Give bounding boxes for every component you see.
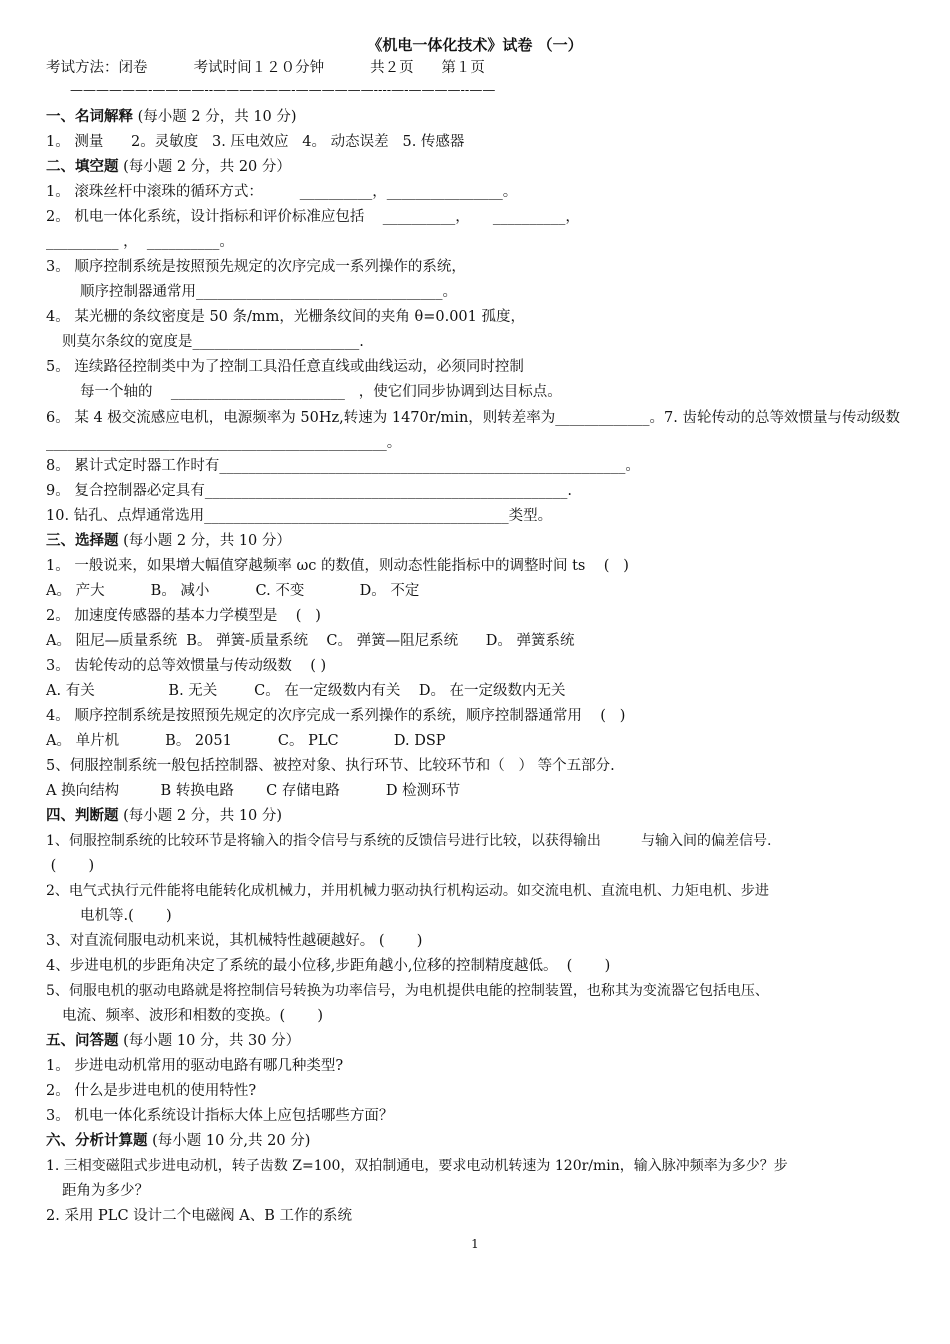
s2-q3-line2: 顺序控制器通常用__________________________________。: [80, 284, 457, 300]
s3-q1: 1。 一般说来，如果增大幅值穿越频率 ωc 的数值，则动态性能指标中的调整时间 ts ( ): [46, 558, 629, 574]
s4-q5-line2: 电流、频率、波形和相数的变换。( ): [62, 1008, 324, 1024]
s6-q1-line1: 1. 三相变磁阻式步进电动机，转子齿数 Z=100，双拍制通电，要求电动机转速为 120r/min，输入脉冲频率为多少？步: [46, 1158, 788, 1174]
s3-q5: 5、伺服控制系统一般包括控制器、被控对象、执行环节、比较环节和（ ） 等个五部分.: [46, 758, 615, 774]
section-note: (每小题 10 分，共 30 分）: [118, 1033, 301, 1049]
s3-q5-options: A 换向结构 B 转换电路 C 存储电路 D 检测环节: [46, 783, 461, 799]
section-title: 六、分析计算题: [46, 1132, 148, 1149]
section-4-heading: [46, 806, 914, 826]
section-title: 二、填空题: [46, 158, 119, 175]
s2-q2-line1: 2。 机电一体化系统，设计指标和评价标准应包括 __________， __________，: [46, 209, 580, 225]
s2-q10: 10. 钻孔、点焊通常选用__________________________________________类型。: [46, 508, 553, 524]
s3-q4: 4。 顺序控制系统是按照预先规定的次序完成一系列操作的系统，顺序控制器通常用 ( ): [46, 708, 626, 724]
s3-q1-options: A。 产大 B。 减小 C. 不变 D。 不定: [46, 583, 420, 599]
s4-q5-line1: 5、伺服电机的驱动电路就是将控制信号转换为功率信号，为电机提供电能的控制装置，也称其为变流器它包括电压、: [46, 983, 769, 999]
section-note: (每小题 2 分，共 10 分): [118, 808, 283, 824]
s1-items: 1。 测量 2。灵敏度 3. 压电效应 4。 动态误差 5. 传感器: [46, 134, 465, 150]
s6-q1-line2: 距角为多少？: [62, 1183, 149, 1199]
s4-q2-line2: 电机等.( ): [80, 908, 172, 924]
s4-q1-line1: 1、伺服控制系统的比较环节是将输入的指令信号与系统的反馈信号进行比较，以获得输出 与输入间的偏差信号.: [46, 833, 772, 849]
s3-q4-options: A。 单片机 B。 2051 C。 PLC D. DSP: [46, 733, 446, 749]
s2-q4-line1: 4。 某光栅的条纹密度是 50 条/mm，光栅条纹间的夹角 θ=0.001 孤度，: [46, 309, 525, 325]
s2-q6-q7: 6。 某 4 极交流感应电机，电源频率为 50Hz,转速为 1470r/min，则转差率为_____________。7. 齿轮传动的总等效惯量与传动级数_______________________________________________。: [46, 410, 900, 451]
s3-q2-options: A。 阻尼—质量系统 B。 弹簧-质量系统 C。 弹簧—阻尼系统 D。 弹簧系统: [46, 633, 575, 649]
s6-q2: 2. 采用 PLC 设计二个电磁阀 A、B 工作的系统: [46, 1208, 352, 1224]
section-title: 一、名词解释: [46, 108, 133, 125]
section-5-heading: [46, 1031, 914, 1051]
exam-info-line: 考试方法：闭卷 考试时间１２０分钟 共２页 第１页: [46, 60, 485, 76]
s2-q3-line1: 3。 顺序控制系统是按照预先规定的次序完成一系列操作的系统，: [46, 259, 466, 275]
s2-q5-line2: 每一个轴的 ________________________ ，使它们同步协调到达目标点。: [80, 384, 562, 400]
section-1-heading: [46, 107, 914, 127]
s3-q3: 3。 齿轮传动的总等效惯量与传动级数 ( ): [46, 658, 327, 674]
section-note: (每小题 2 分，共 10 分）: [118, 533, 291, 549]
s2-q1: 1。 滚珠丝杆中滚珠的循环方式： __________，________________。: [46, 184, 518, 200]
section-title: 三、选择题: [46, 532, 119, 549]
section-note: (每小题 2 分，共 10 分): [133, 109, 297, 125]
s5-q2: 2。 什么是步进电机的使用特性?: [46, 1083, 257, 1099]
s3-q2: 2。 加速度传感器的基本力学模型是 ( ): [46, 608, 321, 624]
header-divider: ——————-————--——————-——————----—-————--——: [70, 83, 496, 98]
section-note: (每小题 2 分，共 20 分）: [118, 159, 291, 175]
page-number: 1: [471, 1237, 479, 1251]
s5-q3: 3。 机电一体化系统设计指标大体上应包括哪些方面？: [46, 1108, 394, 1124]
section-note: (每小题 10 分,共 20 分): [147, 1133, 311, 1149]
s4-q1-line2: ( ): [46, 858, 95, 874]
section-3-heading: [46, 531, 914, 551]
exam-title: 《机电一体化技术》试卷 （一）: [367, 36, 583, 54]
section-title: 四、判断题: [46, 807, 119, 824]
section-2-heading: [46, 157, 914, 177]
s2-q8: 8。 累计式定时器工作时有________________________________________________________。: [46, 458, 640, 474]
s2-q4-line2: 则莫尔条纹的宽度是_______________________.: [62, 334, 364, 350]
section-6-heading: [46, 1131, 914, 1151]
s4-q3: 3、对直流伺服电动机来说，其机械特性越硬越好。 ( ): [46, 933, 423, 949]
s4-q2-line1: 2、电气式执行元件能将电能转化成机械力，并用机械力驱动执行机构运动。如交流电机、直流电机、力矩电机、步进: [46, 883, 769, 899]
s4-q4: 4、步进电机的步距角决定了系统的最小位移,步距角越小,位移的控制精度越低。 ( ): [46, 958, 611, 974]
s2-q2-line2: __________ ， __________。: [46, 234, 234, 250]
s2-q9: 9。 复合控制器必定具有__________________________________________________.: [46, 483, 572, 499]
s5-q1: 1。 步进电动机常用的驱动电路有哪几种类型?: [46, 1058, 344, 1074]
s2-q5-line1: 5。 连续路径控制类中为了控制工具沿任意直线或曲线运动，必须同时控制: [46, 359, 524, 375]
s3-q3-options: A. 有关 B. 无关 C。 在一定级数内有关 D。 在一定级数内无关: [46, 683, 566, 699]
section-title: 五、问答题: [46, 1032, 119, 1049]
